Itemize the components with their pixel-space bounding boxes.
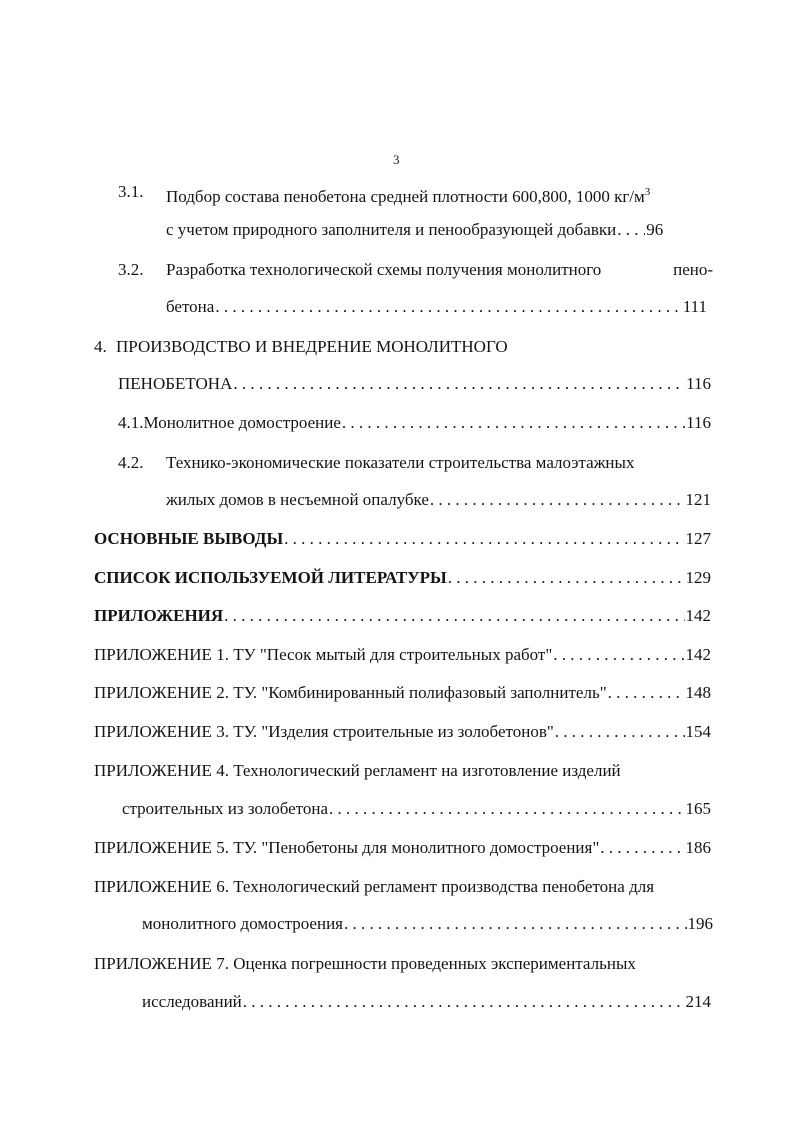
toc-entry-appendix-5 (94, 838, 711, 858)
page-ref: 186 (685, 838, 711, 857)
toc-entry-3-1-line2 (166, 220, 707, 240)
section-title-cont: ПЕНОБЕТОНА (118, 374, 233, 393)
page-ref: 127 (685, 529, 711, 548)
section-title: ОСНОВНЫЕ ВЫВОДЫ (94, 529, 284, 548)
appendix-title: ПРИЛОЖЕНИЕ 1. ТУ "Песок мытый для строительных работ" (94, 645, 553, 664)
toc-entry-appendix-6-line1 (94, 877, 654, 897)
leader-dots (342, 413, 685, 433)
leader-dots (233, 374, 685, 394)
appendix-title: ПРИЛОЖЕНИЕ 2. ТУ. "Комбинированный полифазовый заполнитель" (94, 683, 607, 702)
section-number: 4. (94, 337, 107, 356)
section-title: Подбор состава пенобетона средней плотности 600,800, 1000 $кг/м^3$ (166, 186, 651, 206)
leader-dots (224, 606, 684, 626)
appendix-title: ПРИЛОЖЕНИЕ 3. ТУ. "Изделия строительные из золобетонов" (94, 722, 554, 741)
toc-entry-4-2-line1 (118, 453, 635, 473)
section-title-cont: с учетом природного заполнителя и пенообразующей добавки (166, 220, 617, 239)
appendix-title: ПРИЛОЖЕНИЕ 7. Оценка погрешности проведенных экспериментальных (94, 954, 636, 973)
page-ref: 165 (685, 799, 711, 818)
toc-entry-appendices (94, 606, 711, 626)
toc-entry-appendix-2 (94, 683, 711, 703)
section-title: Технико-экономические показатели строительства малоэтажных (166, 453, 635, 472)
appendix-title-cont: строительных из золобетона (122, 799, 329, 818)
leader-dots (617, 220, 645, 240)
toc-entry-3-1-line1 (118, 182, 651, 206)
page-ref: 148 (685, 683, 711, 702)
page-ref: 154 (685, 722, 711, 741)
section-title-hyphen: пено- (673, 260, 713, 279)
leader-dots (243, 992, 685, 1012)
page-ref: 116 (686, 374, 711, 393)
page-ref: 196 (687, 914, 713, 933)
page-ref: 142 (685, 645, 711, 664)
section-title: ПРОИЗВОДСТВО И ВНЕДРЕНИЕ МОНОЛИТНОГО (116, 337, 508, 356)
page-ref: 129 (685, 568, 711, 587)
page-ref: 214 (685, 992, 711, 1011)
toc-entry-4-1 (118, 413, 711, 433)
toc-entry-references (94, 568, 711, 588)
toc-entry-4-2-line2 (166, 490, 711, 510)
leader-dots (448, 568, 685, 588)
toc-entry-4-line1 (94, 337, 508, 357)
leader-dots (329, 799, 684, 819)
page-ref: 111 (682, 297, 707, 316)
leader-dots (553, 645, 684, 665)
leader-dots (344, 914, 687, 934)
toc-entry-3-2-line1 (118, 260, 713, 280)
toc-entry-appendix-1 (94, 645, 711, 665)
section-title-cont: жилых домов в несъемной опалубке (166, 490, 429, 509)
superscript: 3 (644, 186, 651, 198)
page-ref: 96 (646, 220, 664, 239)
section-title: ПРИЛОЖЕНИЯ (94, 606, 224, 625)
page-ref: 116 (686, 413, 711, 432)
page-number: 3 (393, 152, 400, 167)
appendix-title: ПРИЛОЖЕНИЕ 4. Технологический регламент на изготовление изделий (94, 761, 621, 780)
toc-entry-appendix-4-line2 (122, 799, 711, 819)
toc-entry-appendix-6-line2 (142, 914, 713, 934)
leader-dots (284, 529, 684, 549)
toc-entry-3-2-line2 (166, 297, 707, 317)
section-title-cont: бетона (166, 297, 215, 316)
toc-entry-conclusions (94, 529, 711, 549)
section-title: Разработка технологической схемы получения монолитного (166, 260, 602, 279)
leader-dots (215, 297, 681, 317)
section-title: СПИСОК ИСПОЛЬЗУЕМОЙ ЛИТЕРАТУРЫ (94, 568, 447, 587)
page-ref: 121 (685, 490, 711, 509)
leader-dots (555, 722, 685, 742)
section-number: 3.1. (118, 182, 144, 201)
appendix-title-cont: исследований (142, 992, 242, 1011)
toc-entry-appendix-7-line2 (142, 992, 711, 1012)
leader-dots (608, 683, 685, 703)
section-title: Монолитное домостроение (143, 413, 341, 432)
toc-entry-appendix-4-line1 (94, 761, 621, 781)
leader-dots (600, 838, 684, 858)
section-number: 3.2. (118, 260, 144, 279)
appendix-title: ПРИЛОЖЕНИЕ 5. ТУ. "Пенобетоны для монолитного домостроения" (94, 838, 600, 857)
toc-entry-appendix-3 (94, 722, 711, 742)
section-number: 4.1. (118, 413, 144, 432)
leader-dots (430, 490, 685, 510)
page-ref: 142 (685, 606, 711, 625)
toc-entry-4-line2 (118, 374, 711, 394)
toc-entry-appendix-7-line1 (94, 954, 636, 974)
section-number: 4.2. (118, 453, 144, 472)
appendix-title-cont: монолитного домостроения (142, 914, 343, 933)
appendix-title: ПРИЛОЖЕНИЕ 6. Технологический регламент производства пенобетона для (94, 877, 655, 896)
